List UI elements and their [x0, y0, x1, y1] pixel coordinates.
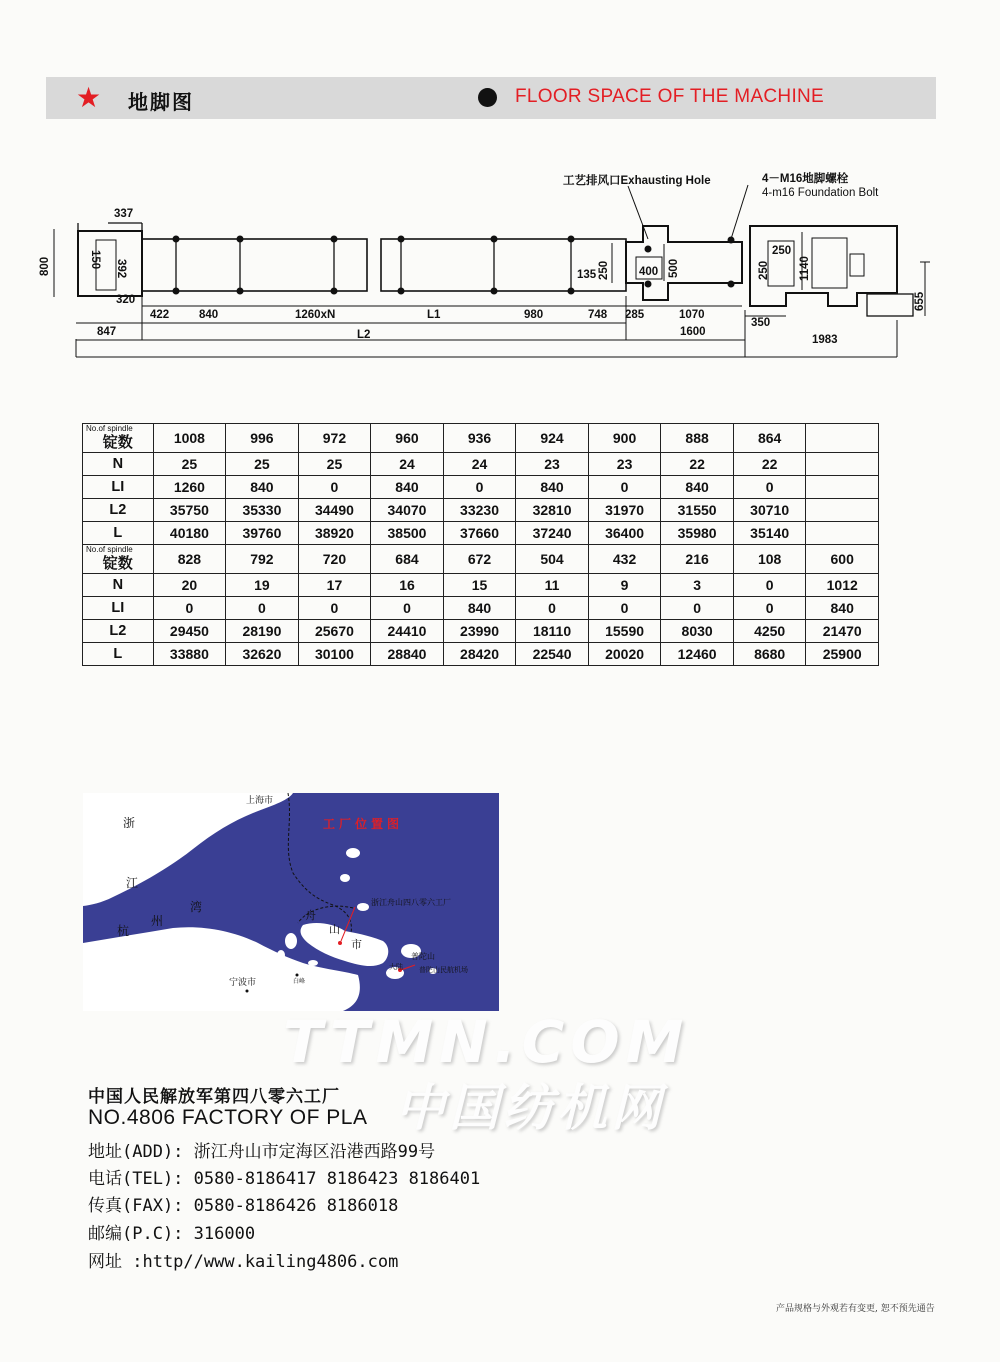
map-label-putuo: 普陀山 [411, 952, 435, 961]
table-cell: 432 [588, 545, 661, 574]
table-cell: 0 [443, 476, 516, 499]
table-cell: 0 [226, 597, 299, 620]
table-cell: 504 [516, 545, 589, 574]
table-cell: 20020 [588, 643, 661, 666]
table-row [83, 643, 879, 666]
dim-980: 980 [524, 309, 544, 321]
map-label-zhe: 浙 [123, 816, 136, 830]
dim-1140: 1140 [799, 256, 811, 281]
dim-847: 847 [97, 326, 117, 338]
table-cell: 0 [371, 597, 444, 620]
row-label: L2 [83, 499, 154, 522]
dim-400: 400 [639, 266, 659, 278]
table-cell: 9 [588, 574, 661, 597]
table-cell: 1008 [153, 424, 226, 453]
table-cell: 960 [371, 424, 444, 453]
row-label: L2 [83, 620, 154, 643]
dim-500: 500 [668, 258, 680, 278]
table-cell: 22 [661, 453, 734, 476]
dim-422: 422 [150, 309, 170, 321]
map-label-zhoushan-shan: 山 [329, 923, 340, 936]
table-cell: 8680 [733, 643, 806, 666]
dim-250-b: 250 [772, 245, 792, 257]
table-cell: 11 [516, 574, 589, 597]
table-cell: 22540 [516, 643, 589, 666]
table-cell: 996 [226, 424, 299, 453]
table-cell: 20 [153, 574, 226, 597]
website-line: 网址 :http//www.kailing4806.com [88, 1252, 399, 1272]
table-cell: 34070 [371, 499, 444, 522]
table-cell: 30100 [298, 643, 371, 666]
table-cell: 24 [443, 453, 516, 476]
dim-748: 748 [588, 309, 608, 321]
row-label: LI [83, 597, 154, 620]
table-cell: 0 [733, 574, 806, 597]
dim-135: 135 [577, 269, 597, 281]
table-cell: 39760 [226, 522, 299, 545]
table-cell: 0 [298, 476, 371, 499]
table-cell: 38500 [371, 522, 444, 545]
table-cell: 864 [733, 424, 806, 453]
map-label-dadu: 大陆 [389, 963, 403, 971]
map-label-zhou: 州 [151, 914, 164, 928]
table-cell: 35750 [153, 499, 226, 522]
table-cell: 840 [443, 597, 516, 620]
table-cell: 33230 [443, 499, 516, 522]
table-row [83, 424, 879, 453]
table-cell: 0 [153, 597, 226, 620]
map-label-zhoushan-shi: 市 [351, 938, 362, 951]
row-label: L [83, 522, 154, 545]
table-cell: 32810 [516, 499, 589, 522]
table-cell: 19 [226, 574, 299, 597]
table-cell: 38920 [298, 522, 371, 545]
table-cell: 28420 [443, 643, 516, 666]
table-cell: 24 [371, 453, 444, 476]
table-cell: 35330 [226, 499, 299, 522]
dim-250-a: 250 [598, 260, 610, 280]
dim-337: 337 [114, 208, 134, 220]
table-cell: 30710 [733, 499, 806, 522]
table-cell: 18110 [516, 620, 589, 643]
table-cell: 25 [226, 453, 299, 476]
table-cell: 25 [153, 453, 226, 476]
table-cell: 23 [588, 453, 661, 476]
table-cell: 35980 [661, 522, 734, 545]
floor-plan-drawing [0, 0, 1000, 400]
dim-L1: L1 [427, 309, 441, 321]
table-cell: 25900 [806, 643, 879, 666]
map-label-baifeng: 白峰 [293, 978, 306, 985]
table-cell: 936 [443, 424, 516, 453]
table-cell: 600 [806, 545, 879, 574]
table-cell: 32620 [226, 643, 299, 666]
table-cell: 31970 [588, 499, 661, 522]
table-cell: 8030 [661, 620, 734, 643]
table-cell: 792 [226, 545, 299, 574]
table-row [83, 574, 879, 597]
table-cell: 15 [443, 574, 516, 597]
row-label: N [83, 574, 154, 597]
dim-250-c: 250 [758, 260, 770, 280]
dim-1600: 1600 [680, 326, 706, 338]
tail-end-box [626, 226, 742, 300]
table-cell: 40180 [153, 522, 226, 545]
table-cell [806, 499, 879, 522]
section-title-en: FLOOR SPACE OF THE MACHINE [515, 86, 825, 107]
table-cell: 924 [516, 424, 589, 453]
table-cell [806, 424, 879, 453]
star-icon: ★ [76, 81, 102, 114]
table-cell: 16 [371, 574, 444, 597]
tel-line: 电话(TEL): 0580-8186417 8186423 8186401 [88, 1169, 481, 1189]
table-cell: 29450 [153, 620, 226, 643]
row-label: LI [83, 476, 154, 499]
table-cell: 0 [298, 597, 371, 620]
dim-350: 350 [751, 317, 771, 329]
table-cell: 21470 [806, 620, 879, 643]
table-cell: 888 [661, 424, 734, 453]
table-cell [806, 453, 879, 476]
address-line: 地址(ADD): 浙江舟山市定海区沿港西路99号 [88, 1142, 436, 1162]
factory-location-map [83, 793, 499, 1011]
dim-392: 392 [115, 259, 127, 279]
table-cell: 24410 [371, 620, 444, 643]
watermark-logo-text: TTMN.COM [283, 1008, 690, 1076]
table-cell: 17 [298, 574, 371, 597]
table-cell: 37660 [443, 522, 516, 545]
spindle-spec-table [82, 423, 879, 666]
table-cell: 0 [733, 476, 806, 499]
table-cell: 36400 [588, 522, 661, 545]
postcode-line: 邮编(P.C): 316000 [88, 1224, 256, 1244]
table-cell: 840 [806, 597, 879, 620]
table-cell: 25670 [298, 620, 371, 643]
table-cell: 0 [516, 597, 589, 620]
table-cell [806, 522, 879, 545]
table-cell: 828 [153, 545, 226, 574]
dim-285: 285 [625, 309, 645, 321]
dim-L2: L2 [357, 329, 371, 341]
table-row [83, 453, 879, 476]
bolt-callout-cn: 4－M16地脚螺栓 [762, 173, 849, 185]
table-row [83, 499, 879, 522]
table-cell: 840 [226, 476, 299, 499]
table-cell: 108 [733, 545, 806, 574]
exhaust-hole-callout: 工艺排风口Exhausting Hole [563, 175, 711, 187]
table-cell: 28190 [226, 620, 299, 643]
table-cell: 31550 [661, 499, 734, 522]
table-cell: 672 [443, 545, 516, 574]
table-row [83, 476, 879, 499]
table-cell: 972 [298, 424, 371, 453]
spindle-sub-label: No.of spindle [86, 424, 133, 433]
table-row [83, 597, 879, 620]
table-cell: 4250 [733, 620, 806, 643]
dim-150: 150 [89, 250, 101, 270]
watermark-cn-text: 中国纺机网 [395, 1079, 665, 1137]
table-cell: 840 [371, 476, 444, 499]
table-cell: 0 [588, 476, 661, 499]
table-cell: 12460 [661, 643, 734, 666]
section-title-cn: 地脚图 [128, 90, 194, 114]
map-label-zhoushan-zhou: 舟 [305, 909, 316, 922]
table-cell [806, 476, 879, 499]
row-label: L [83, 643, 154, 666]
map-label-airport: 普陀山民航机场 [419, 966, 468, 974]
spindle-sub-label: No.of spindle [86, 545, 133, 554]
map-label-ningbo: 宁波市 [229, 978, 257, 988]
table-cell: 35140 [733, 522, 806, 545]
disclaimer-footnote: 产品规格与外观若有变更, 恕不预先通告 [776, 1304, 935, 1314]
map-label-hang: 杭 [117, 924, 130, 938]
table-cell: 840 [661, 476, 734, 499]
spindle-label: 锭数 [102, 434, 133, 451]
table-cell: 15590 [588, 620, 661, 643]
table-cell: 28840 [371, 643, 444, 666]
spindle-label: 锭数 [102, 555, 133, 572]
table-cell: 23990 [443, 620, 516, 643]
table-cell: 22 [733, 453, 806, 476]
dim-1070: 1070 [679, 309, 705, 321]
map-label-wan: 湾 [190, 900, 203, 914]
bolt-callout-en: 4-m16 Foundation Bolt [762, 187, 879, 199]
table-cell: 25 [298, 453, 371, 476]
table-cell: 0 [733, 597, 806, 620]
dim-320: 320 [116, 294, 136, 306]
table-cell: 900 [588, 424, 661, 453]
table-cell: 33880 [153, 643, 226, 666]
fax-line: 传真(FAX): 0580-8186426 8186018 [88, 1196, 399, 1216]
factory-name-en: NO.4806 FACTORY OF PLA [88, 1106, 368, 1129]
frame-section-right [381, 239, 626, 291]
table-cell: 23 [516, 453, 589, 476]
table-row [83, 522, 879, 545]
dim-840: 840 [199, 309, 219, 321]
table-cell: 1260 [153, 476, 226, 499]
dim-655: 655 [914, 291, 926, 311]
table-cell: 720 [298, 545, 371, 574]
table-row [83, 620, 879, 643]
map-label-shanghai: 上海市 [246, 796, 274, 806]
table-cell: 1012 [806, 574, 879, 597]
factory-name-cn: 中国人民解放军第四八零六工厂 [88, 1087, 340, 1107]
dim-1260xN: 1260xN [295, 309, 336, 321]
head-end-box [78, 231, 142, 296]
table-row [83, 545, 879, 574]
dim-1983: 1983 [812, 334, 838, 346]
map-label-jiang: 江 [126, 876, 139, 890]
table-cell: 840 [516, 476, 589, 499]
table-cell: 0 [588, 597, 661, 620]
map-label-factory: 浙江舟山四八零六工厂 [371, 898, 451, 907]
table-cell: 0 [661, 597, 734, 620]
map-title: 工厂位置图 [323, 817, 404, 831]
dim-800: 800 [39, 256, 51, 276]
table-cell: 684 [371, 545, 444, 574]
row-label: N [83, 453, 154, 476]
table-cell: 3 [661, 574, 734, 597]
table-cell: 37240 [516, 522, 589, 545]
table-cell: 34490 [298, 499, 371, 522]
table-cell: 216 [661, 545, 734, 574]
